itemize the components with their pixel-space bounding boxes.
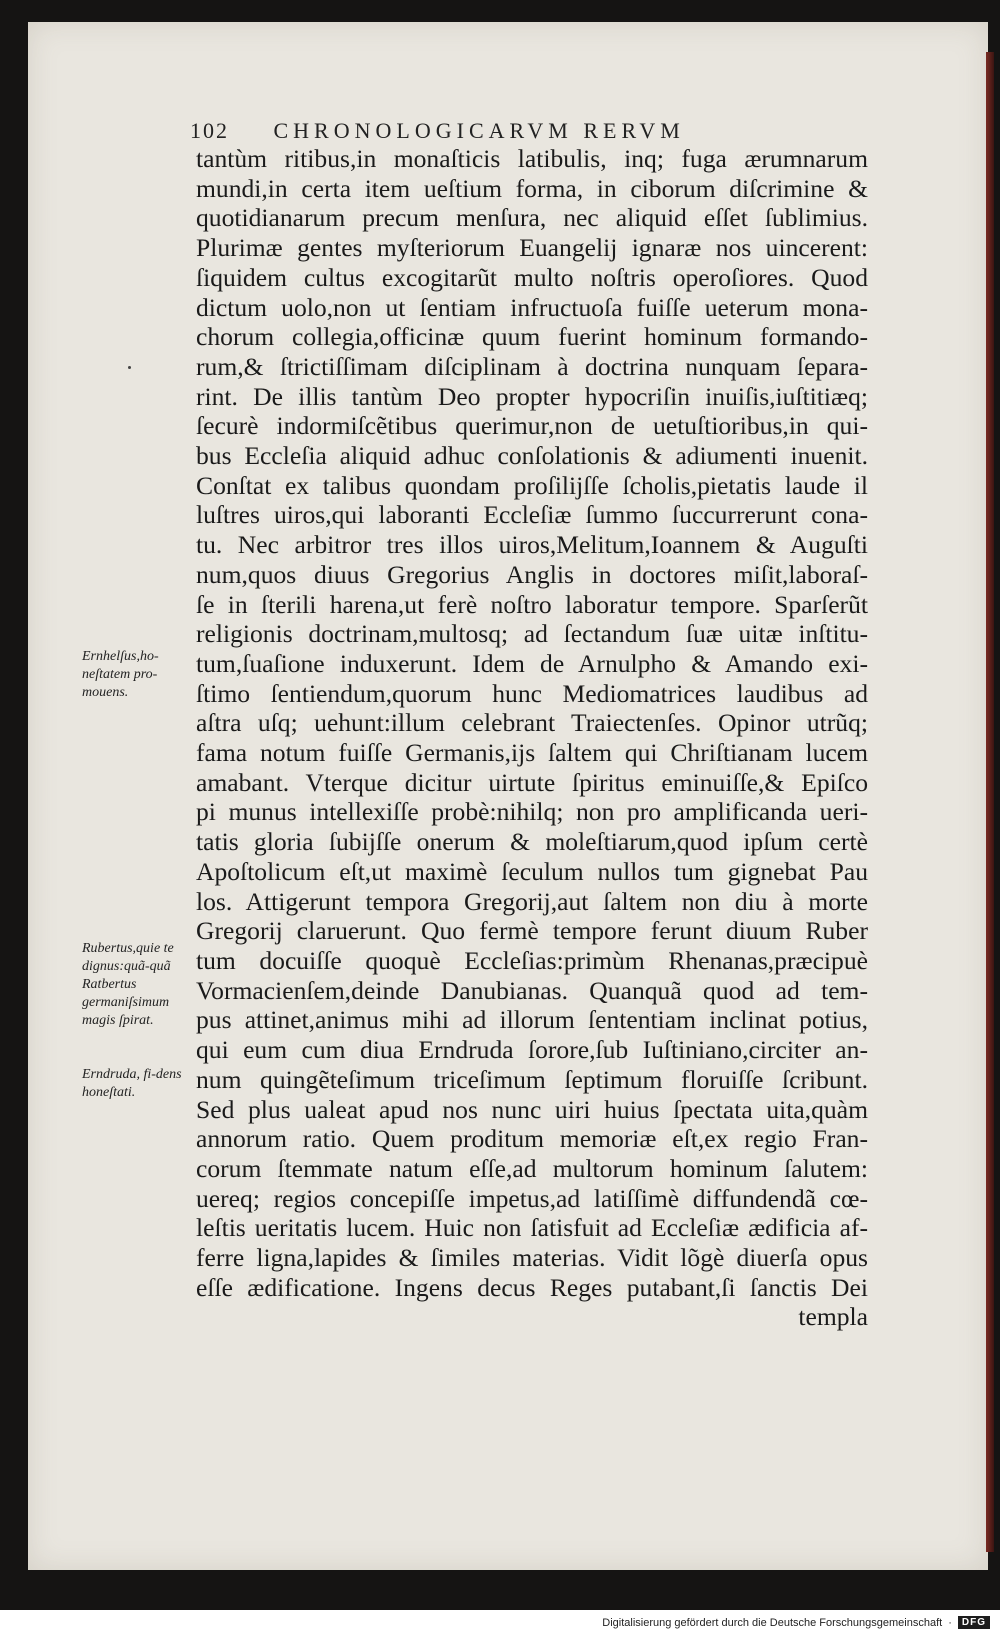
text-line: tatis gloria ſubijſſe onerum & moleſtiarum,quod ipſum certè: [196, 827, 868, 857]
running-title: CHRONOLOGICARVM RERVM: [273, 118, 685, 143]
margin-note-ernhelsus: Ernhelſus,ho-neſtatem pro-mouens.: [82, 649, 159, 700]
text-line: ſe in ſterili harena,ut ferè noſtro laboratur tempore. Sparſerũt: [196, 589, 868, 619]
text-line: luſtres uiros,qui laboranti Eccleſiæ ſummo ſuccurrerunt cona-: [196, 500, 868, 530]
text-line: num quingẽteſimum triceſimum ſeptimum floruiſſe ſcribunt.: [196, 1064, 868, 1094]
catchword: templa: [798, 1302, 868, 1332]
text-line: ſiquidem cultus excogitarũt multo noſtris operoſiores. Quod: [196, 262, 868, 292]
margin-note-erndruda: Erndruda, fi-dens honeſtati.: [82, 1067, 182, 1100]
credit-text: Digitalisierung gefördert durch die Deutsche Forschungsgemeinschaft: [602, 1616, 943, 1629]
text-line: Vormacienſem,deinde Danubianas. Quanquã quod ad tem-: [196, 975, 868, 1005]
text-line: amabant. Vterque dicitur uirtute ſpiritus eminuiſſe,& Epiſco: [196, 767, 868, 797]
ink-speck: [128, 366, 131, 369]
text-line: tantùm ritibus,in monaſticis latibulis, inq; fuga ærumnarum: [196, 144, 868, 173]
text-line: aſtra uſq; uehunt:illum celebrant Traiectenſes. Opinor utrũq;: [196, 708, 868, 738]
dfg-logo: DFG: [958, 1616, 990, 1629]
text-line: num,quos diuus Gregorius Anglis in doctores miſit,laboraſ-: [196, 559, 868, 589]
text-line: tum docuiſſe quoquè Eccleſias:primùm Rhenanas,præcipuè: [196, 945, 868, 975]
text-line: annorum ratio. Quem proditum memoriæ eſt,ex regio Fran-: [196, 1124, 868, 1154]
text-line: Sed plus ualeat apud nos nunc uiri huius ſpectata uita,quàm: [196, 1094, 868, 1124]
page-number: 102: [190, 118, 229, 143]
text-line: qui eum cum diua Erndruda ſorore,ſub Iuſtiniano,circiter an-: [196, 1035, 868, 1065]
text-line: chorum collegia,officinæ quum fuerint hominum formando-: [196, 322, 868, 352]
text-line: quotidianarum precum menſura, nec aliquid eſſet ſublimius.: [196, 203, 868, 233]
text-line: eſſe ædificatione. Ingens decus Reges putabant,ſi ſanctis Dei: [196, 1272, 868, 1302]
text-line: rum,& ſtrictiſſimam diſciplinam à doctrina nunquam ſepara-: [196, 351, 868, 381]
margin-note-rubertus: Rubertus,quie te dignus:quã-quã Ratbertus germaniſsimum magis ſpirat.: [82, 941, 174, 1028]
body-text: [196, 144, 868, 1332]
text-line: ſecurè indormiſcẽtibus querimur,non de uetuſtioribus,in qui-: [196, 411, 868, 441]
text-line: los. Attigerunt tempora Gregorij,aut ſaltem non diu à morte: [196, 886, 868, 916]
page-edge: [986, 52, 994, 1552]
running-head: [190, 118, 820, 144]
digitization-credit: Digitalisierung gefördert durch die Deutsche Forschungsgemeinschaft · DFG: [602, 1616, 990, 1629]
text-line: uereq; regios concepiſſe impetus,ad latiſſimè diffundendã cœ-: [196, 1183, 868, 1213]
text-line: dictum uolo,non ut ſentiam infructuoſa fuiſſe ueterum mona-: [196, 292, 868, 322]
text-line: Gregorij claruerunt. Quo fermè tempore ferunt diuum Ruber: [196, 916, 868, 946]
text-line: ſtimo ſentiendum,quorum hunc Mediomatrices laudibus ad: [196, 678, 868, 708]
text-line: tum,ſuaſione induxerunt. Idem de Arnulpho & Amando exi-: [196, 648, 868, 678]
text-line: fama notum fuiſſe Germanis,ijs ſaltem qui Chriſtianam lucem: [196, 738, 868, 768]
text-line: tu. Nec arbitror tres illos uiros,Melitum,Ioannem & Auguſti: [196, 530, 868, 560]
text-line: ferre ligna,lapides & ſimiles materias. Vidit lõgè diuerſa opus: [196, 1243, 868, 1273]
text-line: pi munus intellexiſſe probè:nihilq; non pro amplificanda ueri-: [196, 797, 868, 827]
text-line: leſtis ueritatis lucem. Huic non ſatisfuit ad Eccleſiæ ædificia af-: [196, 1213, 868, 1243]
text-line: bus Eccleſia aliquid adhuc conſolationis & adiumenti inuenit.: [196, 441, 868, 471]
text-line: pus attinet,animus mihi ad illorum ſententiam inclinat potius,: [196, 1005, 868, 1035]
text-line: religionis doctrinam,multosq; ad ſectandum ſuæ uitæ inſtitu-: [196, 619, 868, 649]
text-line: corum ſtemmate natum eſſe,ad multorum hominum ſalutem:: [196, 1153, 868, 1183]
text-line: Conſtat ex talibus quondam proſilijſſe ſcholis,pietatis laude il: [196, 470, 868, 500]
text-line: Plurimæ gentes myſteriorum Euangelij ignaræ nos uincerent:: [196, 233, 868, 263]
text-line: Apoſtolicum eſt,ut maximè ſeculum nullos tum gignebat Pau: [196, 856, 868, 886]
text-line: rint. De illis tantùm Deo propter hypocriſin inuiſis,iuſtitiæq;: [196, 381, 868, 411]
text-line: mundi,in certa item ueſtium forma, in ciborum diſcrimine &: [196, 173, 868, 203]
